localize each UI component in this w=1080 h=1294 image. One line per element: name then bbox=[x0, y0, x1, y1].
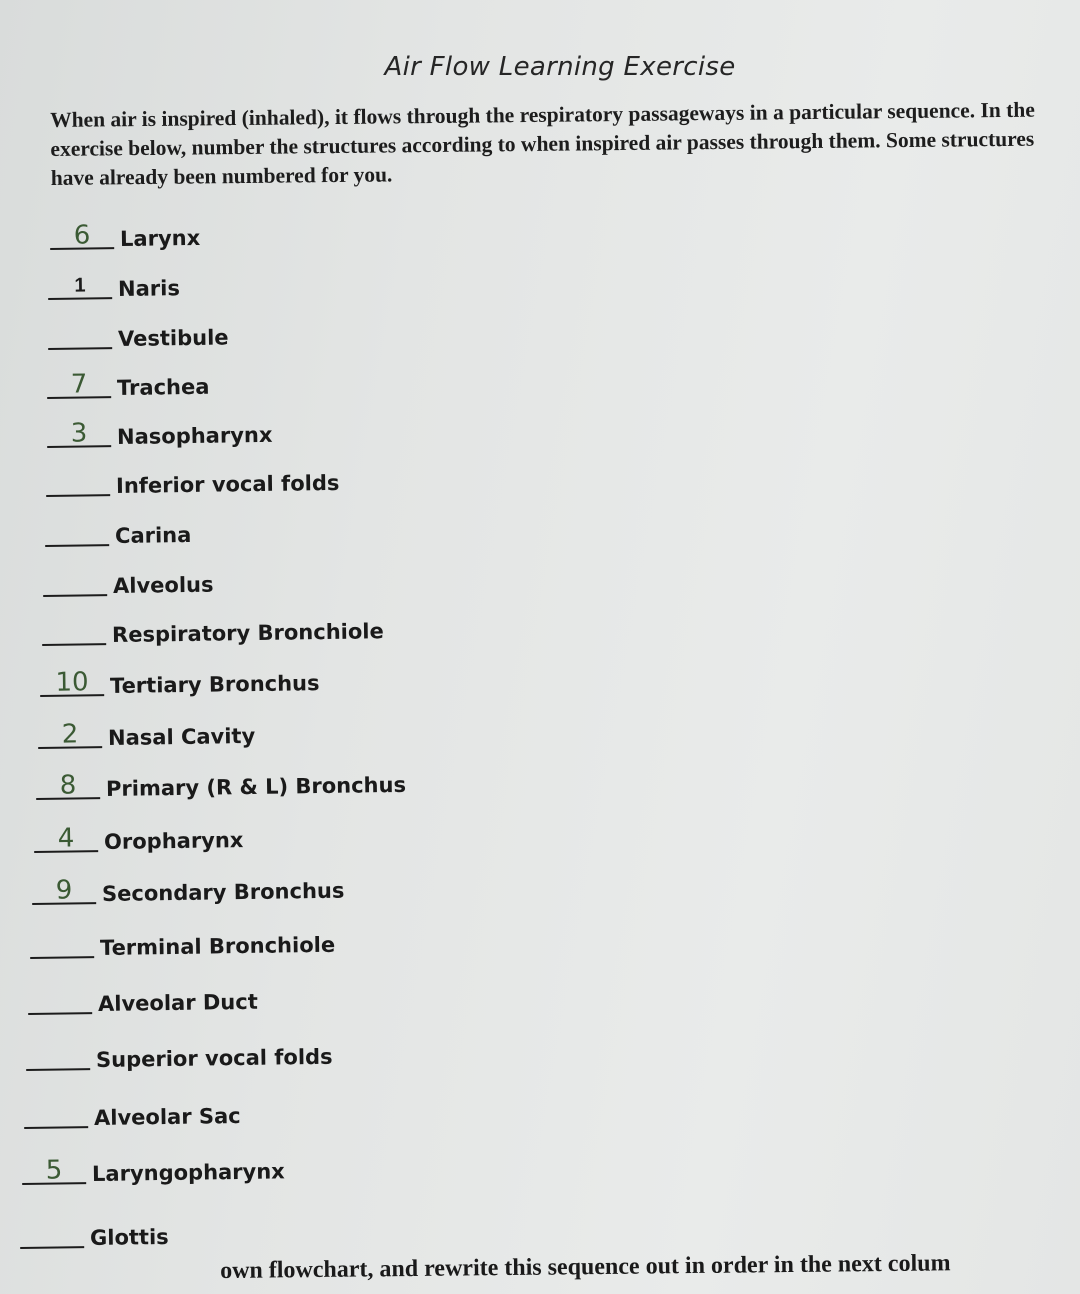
answer-number: 5 bbox=[45, 1155, 63, 1186]
answer-blank[interactable] bbox=[47, 417, 111, 448]
structure-label: Carina bbox=[114, 522, 192, 549]
list-item bbox=[50, 213, 570, 250]
structure-label: Naris bbox=[117, 276, 181, 302]
answer-blank[interactable] bbox=[38, 718, 102, 749]
answer-number bbox=[28, 1014, 92, 1015]
answer-number bbox=[46, 496, 110, 497]
list-item bbox=[47, 362, 567, 399]
answer-blank[interactable] bbox=[45, 516, 109, 547]
answer-number bbox=[30, 958, 94, 959]
answer-blank[interactable] bbox=[46, 466, 110, 497]
answer-number bbox=[48, 349, 112, 350]
answer-number: 4 bbox=[57, 823, 75, 854]
list-item bbox=[36, 763, 556, 800]
structure-label: Larynx bbox=[119, 225, 201, 252]
structure-label: Alveolus bbox=[112, 572, 214, 599]
list-item bbox=[43, 560, 563, 597]
answer-number: 7 bbox=[70, 369, 88, 400]
structure-label: Laryngopharynx bbox=[91, 1159, 285, 1187]
structure-label: Vestibule bbox=[117, 325, 229, 352]
list-item bbox=[48, 263, 568, 300]
structure-label: Glottis bbox=[89, 1224, 169, 1251]
structure-label: Primary (R & L) Bronchus bbox=[105, 772, 407, 802]
answer-number: 1 bbox=[74, 274, 86, 297]
structure-label: Oropharynx bbox=[103, 828, 244, 855]
answer-number bbox=[20, 1248, 84, 1249]
answer-blank[interactable] bbox=[48, 269, 112, 300]
structure-label: Nasopharynx bbox=[116, 422, 273, 450]
answer-number bbox=[24, 1128, 88, 1129]
answer-number: 10 bbox=[55, 667, 89, 698]
list-item bbox=[47, 411, 567, 448]
list-item bbox=[20, 1212, 540, 1249]
answer-blank[interactable] bbox=[40, 666, 104, 697]
structure-label: Alveolar Sac bbox=[93, 1103, 241, 1131]
list-item bbox=[38, 712, 558, 749]
instructions-paragraph: When air is inspired (inhaled), it flows through the respiratory passageways in a particular sequence. In the exercise below, number the structures according to when inspired air passes through them. Some structures have already been numbered for you. bbox=[50, 97, 1035, 190]
answer-blank[interactable] bbox=[26, 1040, 90, 1071]
structure-label: Superior vocal folds bbox=[95, 1044, 333, 1073]
answer-number bbox=[43, 596, 107, 597]
structure-label: Tertiary Bronchus bbox=[109, 671, 320, 699]
answer-blank[interactable] bbox=[30, 928, 94, 959]
answer-blank[interactable] bbox=[48, 319, 112, 350]
answer-blank[interactable] bbox=[50, 219, 114, 250]
answer-blank[interactable] bbox=[24, 1098, 88, 1129]
answer-blank[interactable] bbox=[22, 1154, 86, 1185]
list-item bbox=[24, 1092, 544, 1129]
structure-label: Inferior vocal folds bbox=[115, 470, 340, 499]
list-item bbox=[22, 1148, 542, 1185]
answer-number: 9 bbox=[55, 875, 73, 906]
list-item bbox=[28, 978, 548, 1015]
structure-label: Trachea bbox=[116, 374, 210, 401]
list-item bbox=[34, 816, 554, 853]
answer-number bbox=[45, 546, 109, 547]
answer-number bbox=[42, 645, 106, 646]
answer-blank[interactable] bbox=[34, 822, 98, 853]
structure-label: Terminal Bronchiole bbox=[99, 932, 336, 961]
answer-blank[interactable] bbox=[47, 368, 111, 399]
list-item bbox=[40, 660, 560, 697]
answer-number bbox=[26, 1070, 90, 1071]
structure-label: Respiratory Bronchiole bbox=[111, 619, 384, 648]
list-item bbox=[30, 922, 550, 959]
footer-instruction: own flowchart, and rewrite this sequence out in order in the next colum bbox=[220, 1250, 951, 1284]
answer-blank[interactable] bbox=[43, 566, 107, 597]
answer-number: 6 bbox=[73, 220, 91, 251]
list-item bbox=[46, 460, 566, 497]
structure-label: Alveolar Duct bbox=[97, 989, 258, 1017]
answer-number: 8 bbox=[59, 770, 77, 801]
answer-number: 3 bbox=[70, 418, 88, 449]
answer-blank[interactable] bbox=[20, 1218, 84, 1249]
structure-label: Nasal Cavity bbox=[107, 723, 256, 751]
list-item bbox=[42, 609, 562, 646]
answer-blank[interactable] bbox=[28, 984, 92, 1015]
list-item bbox=[26, 1034, 546, 1071]
list-item bbox=[48, 313, 568, 350]
page-title: Air Flow Learning Exercise bbox=[384, 52, 736, 82]
list-item bbox=[45, 510, 565, 547]
list-item bbox=[32, 868, 552, 905]
answer-blank[interactable] bbox=[42, 615, 106, 646]
structure-label: Secondary Bronchus bbox=[101, 878, 345, 907]
answer-number: 2 bbox=[61, 719, 79, 750]
answer-blank[interactable] bbox=[36, 769, 100, 800]
answer-blank[interactable] bbox=[32, 874, 96, 905]
